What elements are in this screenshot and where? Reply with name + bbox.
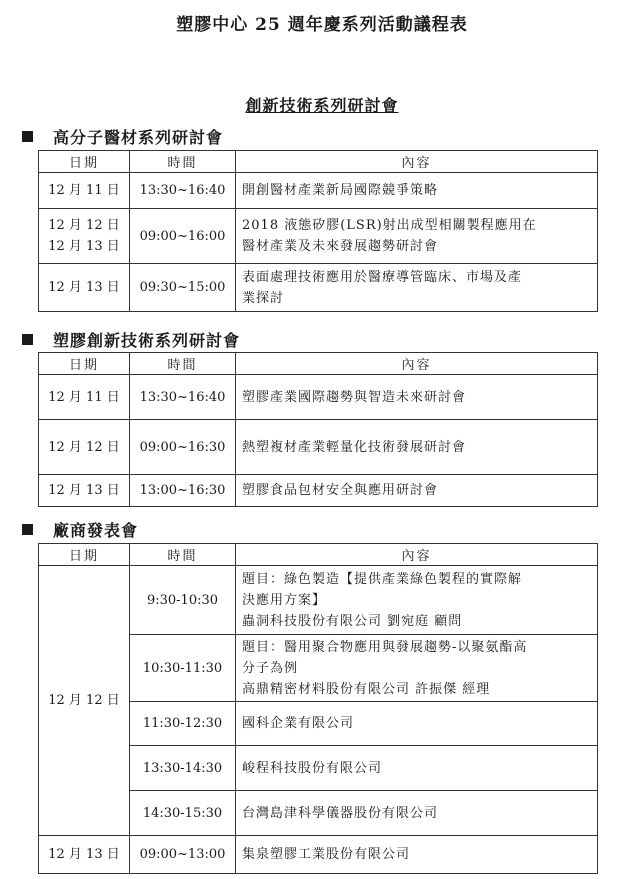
- square-bullet-icon: [22, 524, 33, 535]
- row-date: 12 月 11 日: [39, 173, 130, 209]
- square-bullet-icon: [22, 334, 33, 345]
- document-subtitle: 創新技術系列研討會: [245, 96, 399, 115]
- header-time: 時間: [130, 151, 236, 173]
- table-row: [39, 209, 598, 264]
- header-date: 日期: [39, 544, 130, 566]
- table-row: [39, 173, 598, 209]
- header-date: 日期: [39, 151, 130, 173]
- row-time: 13:30~16:40: [130, 375, 236, 420]
- table-header-row: [39, 544, 598, 566]
- row-content: 熱塑複材產業輕量化技術發展研討會: [236, 420, 598, 475]
- section-heading-label: 高分子醫材系列研討會: [53, 128, 224, 147]
- table-row: [39, 566, 598, 635]
- header-content: 內容: [236, 151, 598, 173]
- section-heading-label: 塑膠創新技術系列研討會: [53, 331, 241, 350]
- section-heading-label: 廠商發表會: [53, 521, 139, 540]
- schedule-table-medical: [38, 150, 598, 312]
- row-date: 12 月 11 日: [39, 375, 130, 420]
- row-content: 2018 液態矽膠(LSR)射出成型相關製程應用在 醫材產業及未來發展趨勢研討會: [236, 209, 598, 264]
- row-content: 國科企業有限公司: [236, 702, 598, 746]
- row-content: 集泉塑膠工業股份有限公司: [236, 836, 598, 874]
- document-title: 塑膠中心 25 週年慶系列活動議程表: [176, 15, 468, 35]
- row-time: 09:00~13:00: [130, 836, 236, 874]
- row-time: 09:00~16:00: [130, 209, 236, 264]
- row-date: 12 月 12 日: [39, 420, 130, 475]
- row-content: 台灣島津科學儀器股份有限公司: [236, 791, 598, 836]
- row-time: 13:00~16:30: [130, 475, 236, 507]
- row-content: 題目：綠色製造【提供產業綠色製程的實際解 決應用方案】 蟲洞科技股份有限公司 劉宛庭 顧問: [236, 566, 598, 635]
- row-time: 09:30~15:00: [130, 264, 236, 312]
- row-content: 峻程科技股份有限公司: [236, 746, 598, 791]
- header-time: 時間: [130, 544, 236, 566]
- row-date: 12 月 13 日: [39, 264, 130, 312]
- row-content: 表面處理技術應用於醫療導管臨床、市場及產 業探討: [236, 264, 598, 312]
- row-date: 12 月 13 日: [39, 475, 130, 507]
- row-time: 10:30-11:30: [130, 635, 236, 702]
- row-time: 9:30-10:30: [130, 566, 236, 635]
- section-heading-plastics: [22, 328, 240, 351]
- row-date: 12 月 12 日: [39, 566, 130, 836]
- schedule-table-plastics: [38, 352, 598, 507]
- row-date: 12 月 13 日: [39, 836, 130, 874]
- row-time: 09:00~16:30: [130, 420, 236, 475]
- section-heading-medical: [22, 125, 223, 148]
- row-content: 開創醫材產業新局國際競爭策略: [236, 173, 598, 209]
- row-content: 題目：醫用聚合物應用與發展趨勢-以聚氨酯高 分子為例 高鼎精密材料股份有限公司 許振傑 經理: [236, 635, 598, 702]
- square-bullet-icon: [22, 131, 33, 142]
- row-time: 13:30-14:30: [130, 746, 236, 791]
- table-row: [39, 836, 598, 874]
- row-date: 12 月 12 日 12 月 13 日: [39, 209, 130, 264]
- table-row: [39, 475, 598, 507]
- header-content: 內容: [236, 353, 598, 375]
- table-row: [39, 420, 598, 475]
- table-header-row: [39, 353, 598, 375]
- schedule-table-vendors: [38, 543, 598, 874]
- row-content: 塑膠食品包材安全與應用研討會: [236, 475, 598, 507]
- section-heading-vendors: [22, 518, 138, 541]
- header-content: 內容: [236, 544, 598, 566]
- row-time: 13:30~16:40: [130, 173, 236, 209]
- table-row: [39, 375, 598, 420]
- row-time: 14:30-15:30: [130, 791, 236, 836]
- table-row: [39, 264, 598, 312]
- row-content: 塑膠產業國際趨勢與智造未來研討會: [236, 375, 598, 420]
- table-header-row: [39, 151, 598, 173]
- row-time: 11:30-12:30: [130, 702, 236, 746]
- header-date: 日期: [39, 353, 130, 375]
- header-time: 時間: [130, 353, 236, 375]
